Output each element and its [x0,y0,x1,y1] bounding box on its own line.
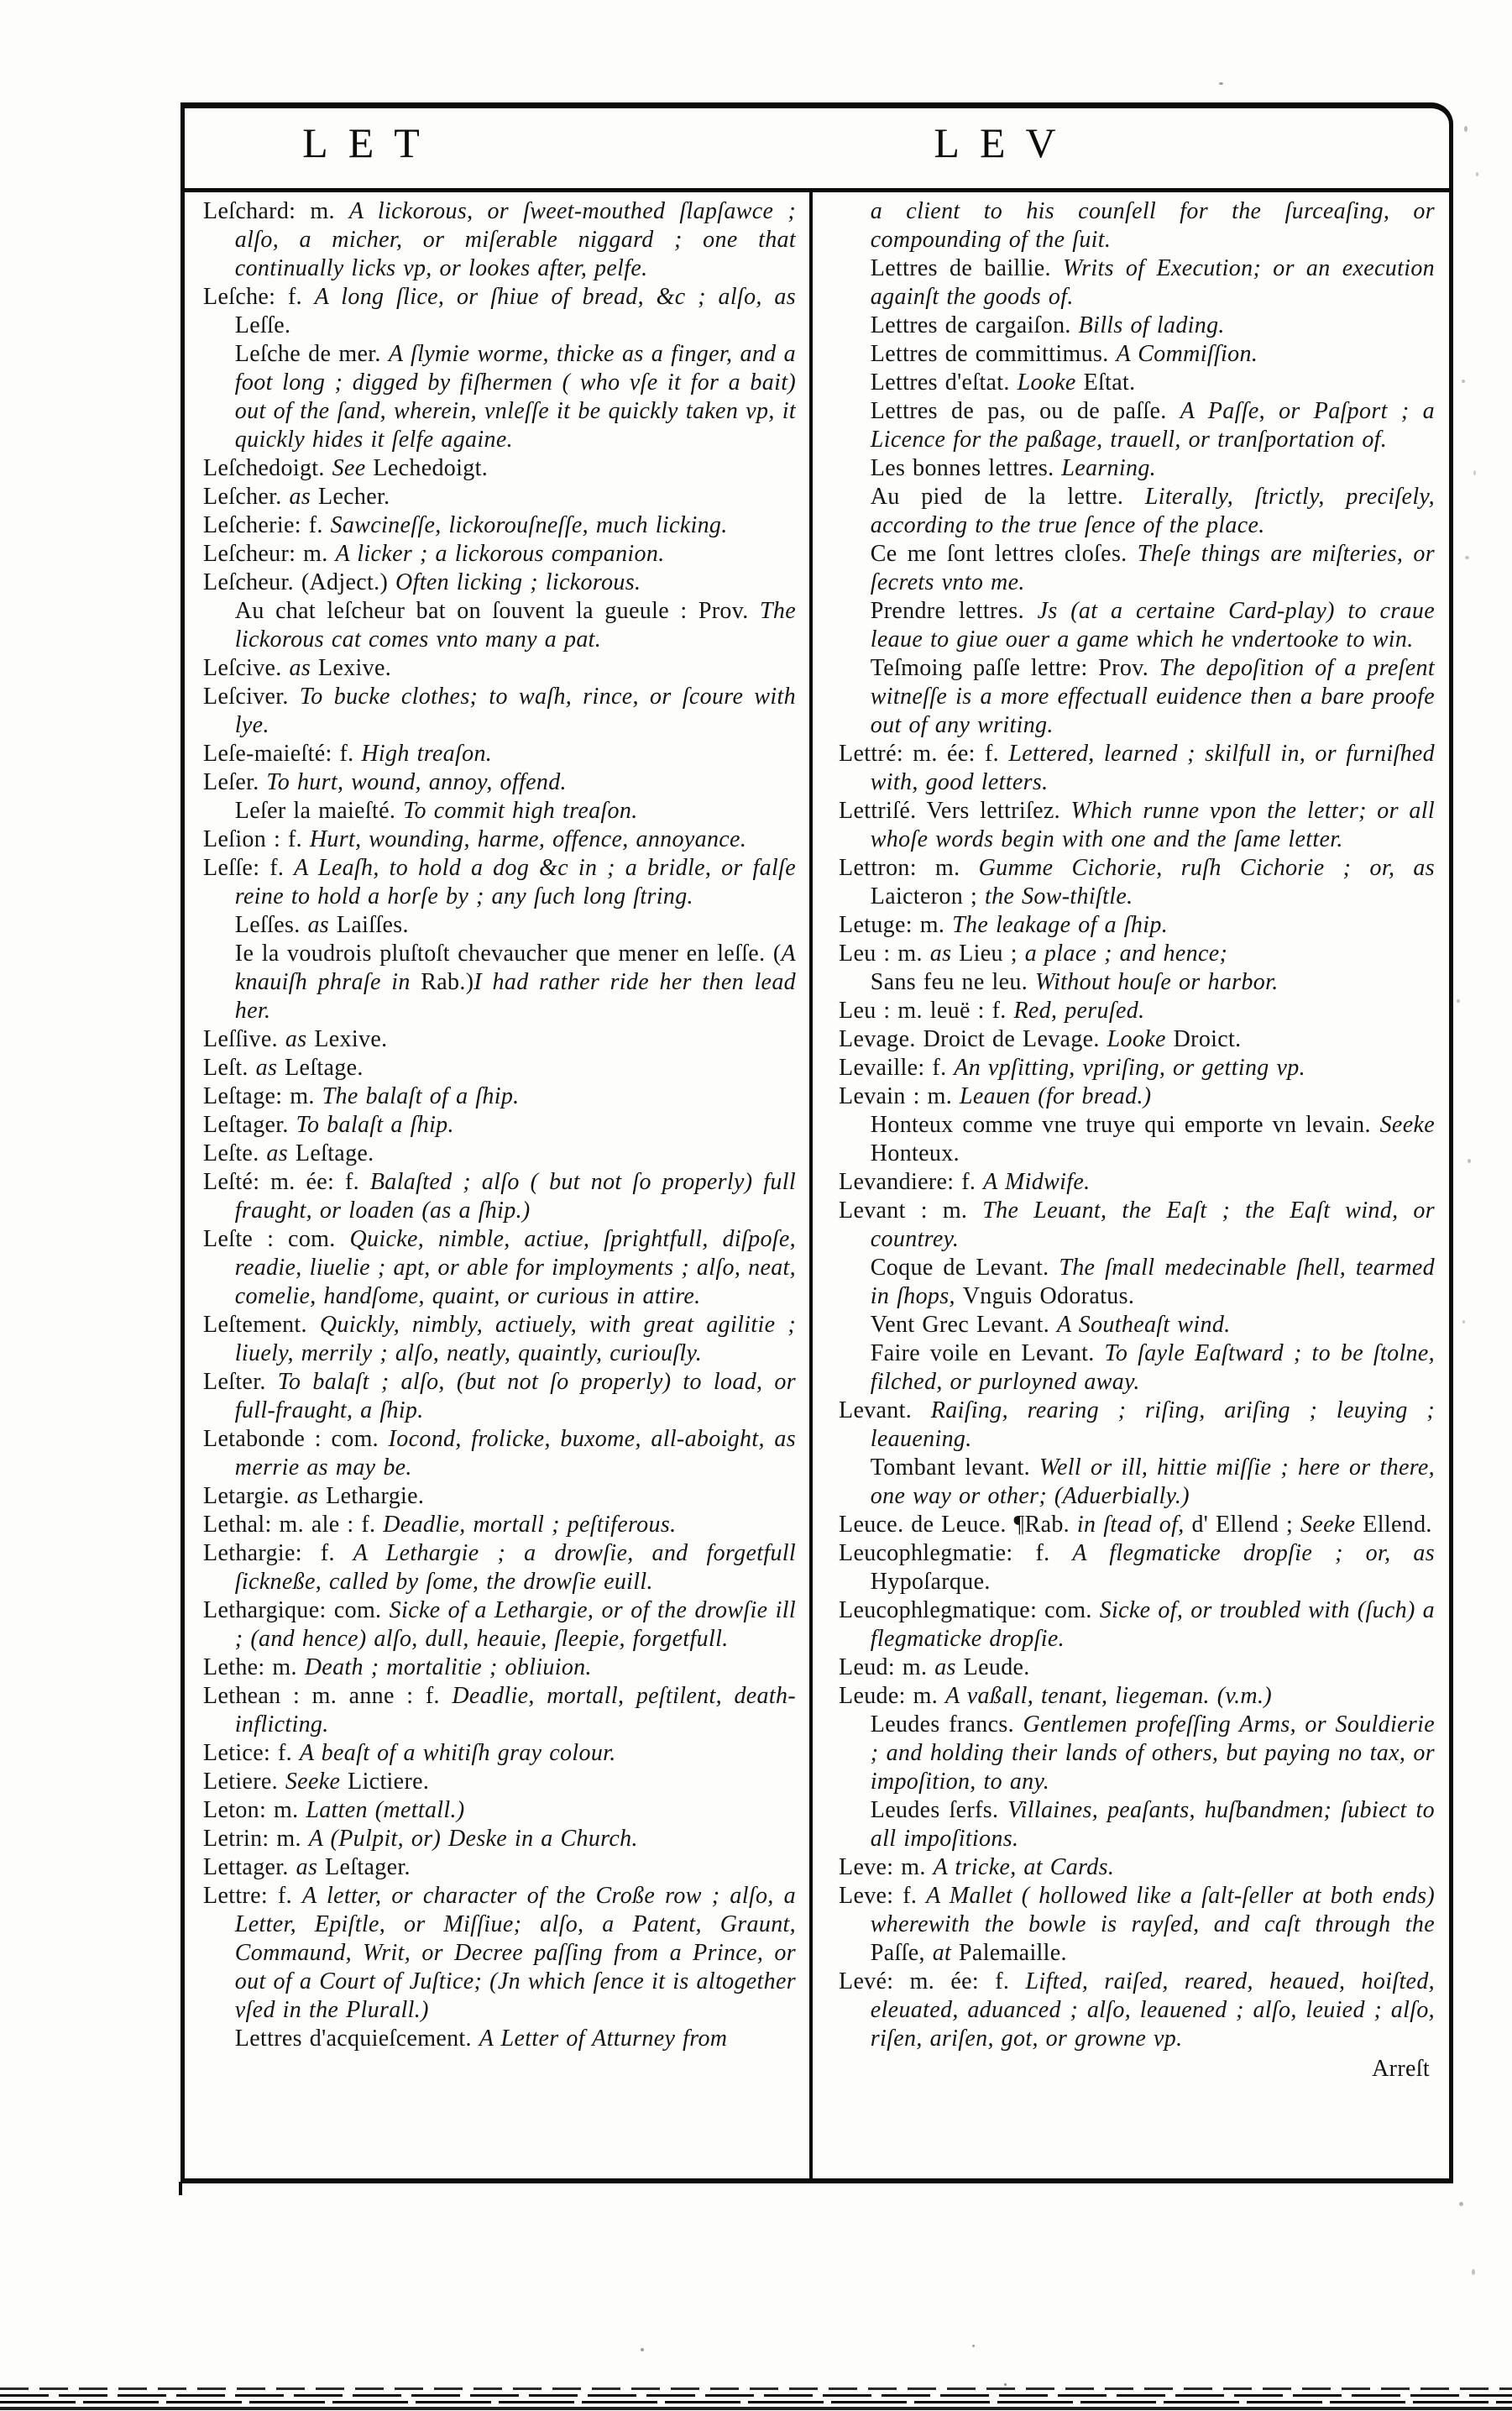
entry-gloss-text: Theſe things are miſteries, or ſecrets vnto me. [870,541,1435,595]
running-head-left: LET [302,119,440,166]
entry-headword-text: Leſté: m. ée: f. [203,1169,370,1195]
entry-headword-text: Laiſſes. [336,912,409,938]
entry-gloss-text: as [934,1654,964,1680]
dictionary-subentry [839,1339,1435,1397]
column-divider [809,192,813,2178]
entry-headword-text: Lettron: m. [839,855,979,881]
entry-headword-text: Ellend. [1363,1512,1432,1538]
entry-gloss-text: Looke [1017,370,1084,396]
entry-gloss-text: Bills of lading. [1078,312,1225,338]
entry-headword-text: Lieu ; [959,941,1025,967]
entry-headword-text: Lethargie. [326,1483,425,1509]
dictionary-entry [839,1082,1435,1111]
entry-headword-text: Lethal: m. ale : f. [203,1512,384,1538]
entry-headword-text: Leſchedoigt. [203,455,332,481]
scan-artifact [1004,2383,1007,2386]
entry-headword-text: Leude. [963,1654,1030,1680]
dictionary-entry [203,1025,796,1054]
entry-headword-text: Faire voile en Levant. [870,1340,1105,1366]
dictionary-entry [839,1882,1435,1968]
entry-headword-text: Leucophlegmatique: com. [839,1597,1100,1623]
scan-artifact [1462,1320,1465,1323]
dictionary-entry [839,1596,1435,1654]
entry-gloss-text: A ſlymie worme, thicke as a finger, and a foot long ; digged by fiſhermen ( who vſe it for a bait) out of the ſand, wherein, vnleſſe it be quickly taken vp, it quickly hides it ſelfe againe. [234,341,796,453]
entry-headword-text: Tombant levant. [870,1454,1039,1481]
entry-gloss-text: A letter, or character of the Croße row ; alſo, a Letter, Epiſtle, or Miſſiue; alſo, a Patent, Graunt, Commaund, Writ, or Decree paſſing from a Prince, or out of a Court of Juſtice; (Jn which ſence it is altogether vſed in the Plurall.) [234,1883,796,2023]
header-rule [185,188,1449,192]
entry-headword-text: Honteux comme vne truye qui emporte vn levain. [870,1112,1380,1138]
page-frame [180,102,1453,2183]
entry-headword-text: Leud: m. [839,1654,935,1680]
dictionary-subentry [839,340,1435,369]
dictionary-entry [203,1482,796,1511]
entry-headword-text: Lictiere. [348,1769,430,1795]
entry-gloss-text: as [285,1026,315,1052]
entry-headword-text: Rab.) [421,969,474,995]
entry-headword-text: Hypoſarque. [870,1569,991,1595]
entry-headword-text: Leſer. [203,769,267,795]
entry-gloss-text: The lickorous cat comes vnto many a pat. [234,598,796,653]
entry-headword-text: Lettre: f. [203,1883,303,1909]
entry-headword-text: d' Ellend ; [1191,1512,1301,1538]
scan-bottom-edge [0,2386,1512,2411]
dictionary-entry [203,1054,796,1082]
scan-artifact [1465,556,1469,559]
entry-gloss-text: A long ſlice, or ſhiue of bread, &c ; alſo, as [314,284,796,310]
entry-headword-text: Lettres d'eſtat. [870,370,1018,396]
entry-gloss-text: Raiſing, rearing ; riſing, ariſing ; leuying ; leauening. [870,1397,1435,1452]
entry-headword-text: Lettres de pas, ou de paſſe. [870,398,1180,424]
dictionary-subentry [839,483,1435,540]
dictionary-entry [203,1853,796,1882]
dictionary-entry [839,1511,1435,1539]
entry-gloss-text: as [296,1854,326,1880]
entry-gloss-text: Lettered, learned ; skilfull in, or furniſhed with, good letters. [870,741,1435,795]
dictionary-subentry [839,454,1435,483]
entry-gloss-text: Latten (mettall.) [306,1797,465,1823]
entry-headword-text: Leſcive. [203,655,290,681]
entry-gloss-text: To commit high treaſon. [403,798,638,824]
entry-headword-text: Leſion : f. [203,826,310,852]
entry-headword-text: Letuge: m. [839,912,953,938]
entry-headword-text: Vent Grec Levant. [870,1312,1057,1338]
entry-headword-text: Leſciver. [203,684,300,710]
entry-headword-text: Leſcherie: f. [203,512,331,538]
dictionary-entry [203,1168,796,1225]
scan-artifact [1219,82,1223,85]
entry-gloss-text: See [332,455,374,481]
entry-gloss-text: the Sow-thiſtle. [984,883,1133,909]
dictionary-subentry [839,968,1435,997]
entry-gloss-text: a client to his counſell for the ſurceaſing, or compounding of the ſuit. [870,198,1435,253]
entry-gloss-text: Literally, ſtrictly, preciſely, according to the true ſence of the place. [870,484,1435,538]
entry-gloss-text: To hurt, wound, annoy, offend. [266,769,567,795]
entry-headword-text: Sans feu ne leu. [870,969,1035,995]
dictionary-entry [839,997,1435,1025]
dictionary-entry [203,1311,796,1368]
entry-headword-text: Leſcher. [203,484,290,510]
entry-gloss-text: Quicke, nimble, actiue, ſprightfull, diſpoſe, readie, liuelie ; apt, or able for imployments ; alſo, neat, comelie, handſome, quaint, or curious in attire. [234,1226,796,1309]
entry-headword-text: Leſtager. [325,1854,411,1880]
entry-headword-text: Leſtage: m. [203,1083,322,1109]
entry-gloss-text: Lifted, raiſed, reared, heaued, hoiſted, eleuated, aduanced ; alſo, leauened ; alſo, leuied ; alſo, riſen, ariſen, got, or growne vp. [870,1968,1435,2052]
dictionary-entry [203,1511,796,1539]
entry-gloss-text: as [289,655,318,681]
dictionary-entry [203,854,796,911]
entry-headword-text: Leſt. [203,1055,256,1081]
dictionary-entry [839,1168,1435,1197]
scan-artifact [1457,999,1460,1003]
entry-headword-text: Levaille: f. [839,1055,955,1081]
entry-gloss-text: Sawcineſſe, lickorouſneſſe, much licking. [330,512,728,538]
dictionary-subentry [839,1254,1435,1311]
entry-headword-text: Leſtement. [203,1312,320,1338]
entry-headword-text: Coque de Levant. [870,1255,1059,1281]
entry-gloss-text: Js (at a certaine Card-play) to craue leaue to giue ouer a game which he vndertooke to win. [870,598,1435,653]
entry-gloss-text: To balaſt ; alſo, (but not ſo properly) to load, or full-fraught, a ſhip. [234,1369,796,1423]
entry-headword-text: Leſchard: m. [203,198,349,224]
entry-gloss-text: as [307,912,337,938]
entry-headword-text: Leſche de mer. [234,341,389,367]
entry-gloss-text: A vaßall, tenant, liegeman. (v.m.) [944,1683,1272,1709]
dictionary-entry [203,1596,796,1654]
entry-gloss-text: A tricke, at Cards. [933,1854,1115,1880]
dictionary-subentry [839,369,1435,397]
dictionary-entry [203,1739,796,1768]
entry-headword-text: Honteux. [870,1140,960,1166]
scan-artifact [1473,470,1476,475]
entry-headword-text: Prendre lettres. [870,598,1038,624]
entry-headword-text: Levant : m. [839,1198,983,1224]
entry-headword-text: Leudes ſerfs. [870,1797,1008,1823]
entry-headword-text: Lethargique: com. [203,1597,390,1623]
entry-headword-text: Lettres de committimus. [870,341,1117,367]
dictionary-entry [203,826,796,854]
entry-headword-text: Leſtage. [285,1055,364,1081]
dictionary-subentry [203,911,796,940]
dictionary-entry [203,1654,796,1682]
entry-gloss-text: A Southeaſt wind. [1056,1312,1231,1338]
entry-gloss-text: Which runne vpon the letter; or all whoſe words begin with one and the ſame letter. [870,798,1435,852]
dictionary-entry [203,1425,796,1482]
dictionary-entry [203,1796,796,1825]
entry-gloss-text: To ſayle Eaſtward ; to be ſtolne, filched, or purloyned away. [870,1340,1435,1395]
catchword: Arreſt [1372,2056,1430,2082]
entry-headword-text: Letargie. [203,1483,297,1509]
dictionary-entry [203,768,796,797]
dictionary-subentry [203,2025,796,2053]
dictionary-entry [839,1654,1435,1682]
entry-headword-text: Letrin: m. [203,1826,309,1852]
dictionary-subentry [839,1454,1435,1511]
dictionary-subentry [839,1796,1435,1853]
entry-gloss-text: A knauiſh phraſe in [234,941,796,995]
scan-artifact [641,2348,644,2351]
entry-headword-text: Leton: m. [203,1797,306,1823]
dictionary-entry [839,1197,1435,1254]
scan-artifact [1459,2202,1463,2206]
entry-gloss-text: Death ; mortalitie ; obliuion. [304,1654,592,1680]
dictionary-entry [839,940,1435,968]
scan-artifact [1464,126,1468,132]
entry-gloss-text: I had rather ride her then lead her. [234,969,796,1024]
dictionary-entry [203,1882,796,2025]
entry-headword-text: Leſte : com. [203,1226,350,1252]
entry-gloss-text: Iocond, frolicke, buxome, all-aboight, as merrie as may be. [234,1426,796,1481]
dictionary-entry [203,1539,796,1596]
entry-headword-text: Leſte. [203,1140,267,1166]
entry-gloss-text: A flegmaticke dropſie ; or, as [1072,1540,1435,1566]
entry-gloss-text: as [255,1055,285,1081]
dictionary-subentry [203,340,796,454]
dictionary-entry [203,1111,796,1140]
entry-headword-text: Vnguis Odoratus. [962,1283,1135,1309]
entry-gloss-text: Villaines, peaſants, huſbandmen; ſubiect to all impoſitions. [870,1797,1435,1852]
scan-artifact [1468,1159,1471,1163]
dictionary-entry [203,1082,796,1111]
entry-gloss-text: in ſtead of, [1076,1512,1192,1538]
dictionary-entry [203,1368,796,1425]
entry-gloss-text: The leakage of a ſhip. [952,912,1169,938]
entry-gloss-text: Quickly, nimbly, actiuely, with great agilitie ; liuely, merrily ; alſo, neatly, quaintly, curiouſly. [234,1312,796,1366]
dictionary-entry [839,1025,1435,1054]
entry-headword-text: Lexive. [314,1026,388,1052]
dictionary-entry [203,1140,796,1168]
dictionary-entry [839,1682,1435,1711]
entry-gloss-text: Leauen (for bread.) [959,1083,1152,1109]
dictionary-entry [839,911,1435,940]
entry-gloss-text: Sicke of, or troubled with (ſuch) a flegmaticke dropſie. [870,1597,1435,1652]
entry-headword-text: Au chat leſcheur bat on ſouvent la gueule : Prov. [234,598,760,624]
right-column-entries [839,197,1435,2053]
entry-gloss-text: A Commiſſion. [1116,341,1258,367]
entry-gloss-text: The balaſt of a ſhip. [322,1083,520,1109]
dictionary-entry [203,1682,796,1739]
scan-artifact [1472,2269,1475,2275]
entry-gloss-text: An vpſitting, vpriſing, or getting vp. [954,1055,1305,1081]
dictionary-subentry [839,1311,1435,1339]
dictionary-subentry [203,797,796,826]
entry-headword-text: Leſche: f. [203,284,315,310]
entry-headword-text: Lettres de cargaiſon. [870,312,1079,338]
bottom-edge-line [0,2401,1512,2403]
entry-headword-text: Lethargie: f. [203,1540,353,1566]
entry-gloss-text: Learning. [1061,455,1157,481]
entry-gloss-text: Seeke [1300,1512,1363,1538]
entry-gloss-text: Seeke [285,1769,348,1795]
entry-headword-text: Lechedoigt. [373,455,489,481]
entry-headword-text: Leſter. [203,1369,278,1395]
entry-gloss-text: Sicke of a Lethargie, or of the drowſie ill ; (and hence) alſo, dull, heauie, ſleepie, forgetfull. [234,1597,796,1652]
bottom-edge-line [0,2387,1512,2390]
entry-gloss-text: Writs of Execution; or an execution againſt the goods of. [870,255,1435,310]
dictionary-subentry [839,1711,1435,1796]
running-head-right: LEV [934,119,1076,166]
entry-headword-text: Lethean : m. anne : f. [203,1683,453,1709]
entry-headword-text: Leſer la maieſté. [234,798,404,824]
left-column [203,197,796,2184]
entry-gloss-text: A Paſſe, or Paſport ; a Licence for the paßage, trauell, or tranſportation of. [870,398,1435,453]
entry-gloss-text: Deadlie, mortall ; peſtiferous. [383,1512,677,1538]
entry-headword-text: Letabonde : com. [203,1426,389,1452]
entry-headword-text: Les bonnes lettres. [870,455,1062,481]
entry-headword-text: Leſſive. [203,1026,285,1052]
entry-gloss-text: Deadlie, mortall, peſtilent, death-inflicting. [234,1683,796,1737]
entry-headword-text: Leſcheur. (Adject.) [203,569,396,595]
dictionary-subentry [839,654,1435,740]
entry-gloss-text: Looke [1107,1026,1174,1052]
dictionary-subentry [839,597,1435,654]
entry-headword-text: Palemaille. [959,1940,1067,1966]
entry-gloss-text: Often licking ; lickorous. [395,569,641,595]
entry-gloss-text: as [266,1140,296,1166]
entry-headword-text: Lecher. [317,484,390,510]
dictionary-entry [839,1539,1435,1596]
dictionary-entry [203,1768,796,1796]
dictionary-subentry [839,540,1435,597]
entry-headword-text: Leſtager. [203,1112,296,1138]
scan-artifact [1476,172,1478,176]
entry-gloss-text: Balaſted ; alſo ( but not ſo properly) full fraught, or loaden (as a ſhip.) [234,1169,796,1224]
dictionary-entry [203,1225,796,1311]
entry-headword-text: Eſtat. [1083,370,1136,396]
entry-gloss-text: Gentlemen profeſſing Arms, or Souldierie ; and holding their lands of others, but paying no tax, or impoſition, to any. [870,1711,1435,1795]
entry-headword-text: Lettres d'acquieſcement. [234,2026,479,2052]
entry-headword-text: Leudes francs. [870,1711,1023,1737]
entry-gloss-text: a place ; and hence; [1024,941,1228,967]
entry-gloss-text: A Letter of Atturney from [479,2026,728,2052]
entry-headword-text: Letice: f. [203,1740,300,1766]
dictionary-entry [203,511,796,540]
entry-headword-text: Levain : m. [839,1083,960,1109]
entry-headword-text: Levage. Droict de Levage. [839,1026,1107,1052]
dictionary-subentry [839,1111,1435,1168]
dictionary-entry [839,1968,1435,2053]
entry-gloss-text: The Leuant, the Eaſt ; the Eaſt wind, or countrey. [870,1198,1435,1252]
dictionary-entry [203,1825,796,1853]
entry-headword-text: Levant. [839,1397,931,1423]
bottom-edge-line [0,2394,1512,2397]
dictionary-entry [839,740,1435,797]
entry-headword-text: Levandiere: f. [839,1169,984,1195]
entry-headword-text: Leſſe: f. [203,855,295,881]
entry-headword-text: Leve: m. [839,1854,934,1880]
entry-gloss-text: High treaſon. [361,741,493,767]
entry-gloss-text: The depoſition of a preſent witneſſe is a more effectuall euidence then a bare proofe out of any writing. [870,655,1435,738]
entry-headword-text: Lexive. [317,655,392,681]
entry-headword-text: Droict. [1173,1026,1242,1052]
entry-gloss-text: The ſmall medecinable ſhell, tearmed in ſhops, [870,1255,1435,1309]
entry-headword-text: Lettré: m. ée: f. [839,741,1009,767]
entry-gloss-text: at [932,1940,960,1966]
entry-gloss-text: as [289,484,318,510]
scan-artifact [972,2345,975,2347]
entry-headword-text: Leu : m. [839,941,930,967]
entry-gloss-text: A Midwife. [983,1169,1091,1195]
dictionary-entry [839,1054,1435,1082]
dictionary-subentry [839,397,1435,454]
entry-gloss-text: as [296,1483,327,1509]
entry-headword-text: Leucophlegmatie: f. [839,1540,1073,1566]
entry-headword-text: Leſſes. [234,912,308,938]
entry-headword-text: Ie la voudrois pluſtoſt chevaucher que mener en leſſe. ( [234,941,782,967]
entry-headword-text: Lettriſé. Vers lettriſez. [839,798,1071,824]
entry-gloss-text: Well or ill, hittie miſſie ; here or there, one way or other; (Aduerbially.) [870,1454,1435,1509]
dictionary-subentry [839,197,1435,254]
dictionary-entry [203,654,796,683]
dictionary-entry [839,797,1435,854]
entry-headword-text: Lettager. [203,1854,296,1880]
entry-gloss-text: To bucke clothes; to waſh, rince, or ſcoure with lye. [234,684,796,738]
entry-gloss-text: A licker ; a lickorous companion. [335,541,665,567]
entry-gloss-text: A beaſt of a whitiſh gray colour. [299,1740,616,1766]
dictionary-subentry [203,940,796,1025]
entry-gloss-text: A (Pulpit, or) Deske in a Church. [308,1826,638,1852]
entry-gloss-text: A Mallet ( hollowed like a ſalt-ſeller at both ends) wherewith the bowle is rayſed, and caſt through the [870,1883,1435,1937]
entry-gloss-text: A Leaſh, to hold a dog &c in ; a bridle, or falſe reine to hold a horſe by ; any ſuch long ſtring. [234,855,796,909]
dictionary-entry [839,1853,1435,1882]
entry-gloss-text: A Lethargie ; a drowſie, and forgetfull ſickneße, called by ſome, the drowſie euill. [234,1540,796,1595]
dictionary-entry [203,740,796,768]
entry-gloss-text: as [929,941,960,967]
entry-headword-text: Ce me ſont lettres cloſes. [870,541,1138,567]
entry-headword-text: Teſmoing paſſe lettre: Prov. [870,655,1159,681]
entry-headword-text: Letiere. [203,1769,285,1795]
dictionary-entry [203,283,796,340]
dictionary-entry [203,683,796,740]
entry-headword-text: Leſe-maieſté: f. [203,741,362,767]
entry-headword-text: Leuce. de Leuce. ¶Rab. [839,1512,1077,1538]
entry-gloss-text: To balaſt a ſhip. [296,1112,454,1138]
entry-gloss-text: Gumme Cichorie, ruſh Cichorie ; or, as [978,855,1435,881]
dictionary-entry [203,569,796,597]
left-column-entries [203,197,796,2053]
dictionary-entry [839,854,1435,911]
entry-headword-text: Lettres de baillie. [870,255,1063,281]
entry-headword-text: Leu : m. leuë : f. [839,998,1014,1024]
dictionary-entry [203,197,796,283]
dictionary-entry [839,1397,1435,1454]
entry-headword-text: Leſtage. [295,1140,374,1166]
entry-gloss-text: Seeke [1379,1112,1435,1138]
entry-gloss-text: Without houſe or harbor. [1034,969,1279,995]
bottom-edge-line [0,2407,1512,2410]
dictionary-entry [203,483,796,511]
scan-artifact [1462,380,1465,383]
dictionary-subentry [839,254,1435,312]
entry-headword-text: Leude: m. [839,1683,945,1709]
right-column [839,197,1435,2184]
entry-gloss-text: A lickorous, or ſweet-mouthed ſlapſawce ; alſo, a micher, or miſerable niggard ; one that continually licks vp, or lookes after, pelfe. [234,198,796,281]
entry-headword-text: Laicteron ; [870,883,985,909]
entry-headword-text: Leſcheur: m. [203,541,336,567]
scan-artifact [179,2182,182,2195]
entry-headword-text: Levé: m. ée: f. [839,1968,1026,1994]
dictionary-subentry [203,597,796,654]
entry-headword-text: Leve: f. [839,1883,927,1909]
entry-headword-text: Lethe: m. [203,1654,305,1680]
entry-gloss-text: Red, peruſed. [1013,998,1145,1024]
entry-headword-text: Leſſe. [234,312,291,338]
dictionary-entry [203,540,796,569]
dictionary-entry [203,454,796,483]
entry-headword-text: Au pied de la lettre. [870,484,1145,510]
entry-gloss-text: Hurt, wounding, harme, offence, annoyance. [309,826,747,852]
entry-headword-text: Paſſe, [870,1940,933,1966]
dictionary-subentry [839,312,1435,340]
